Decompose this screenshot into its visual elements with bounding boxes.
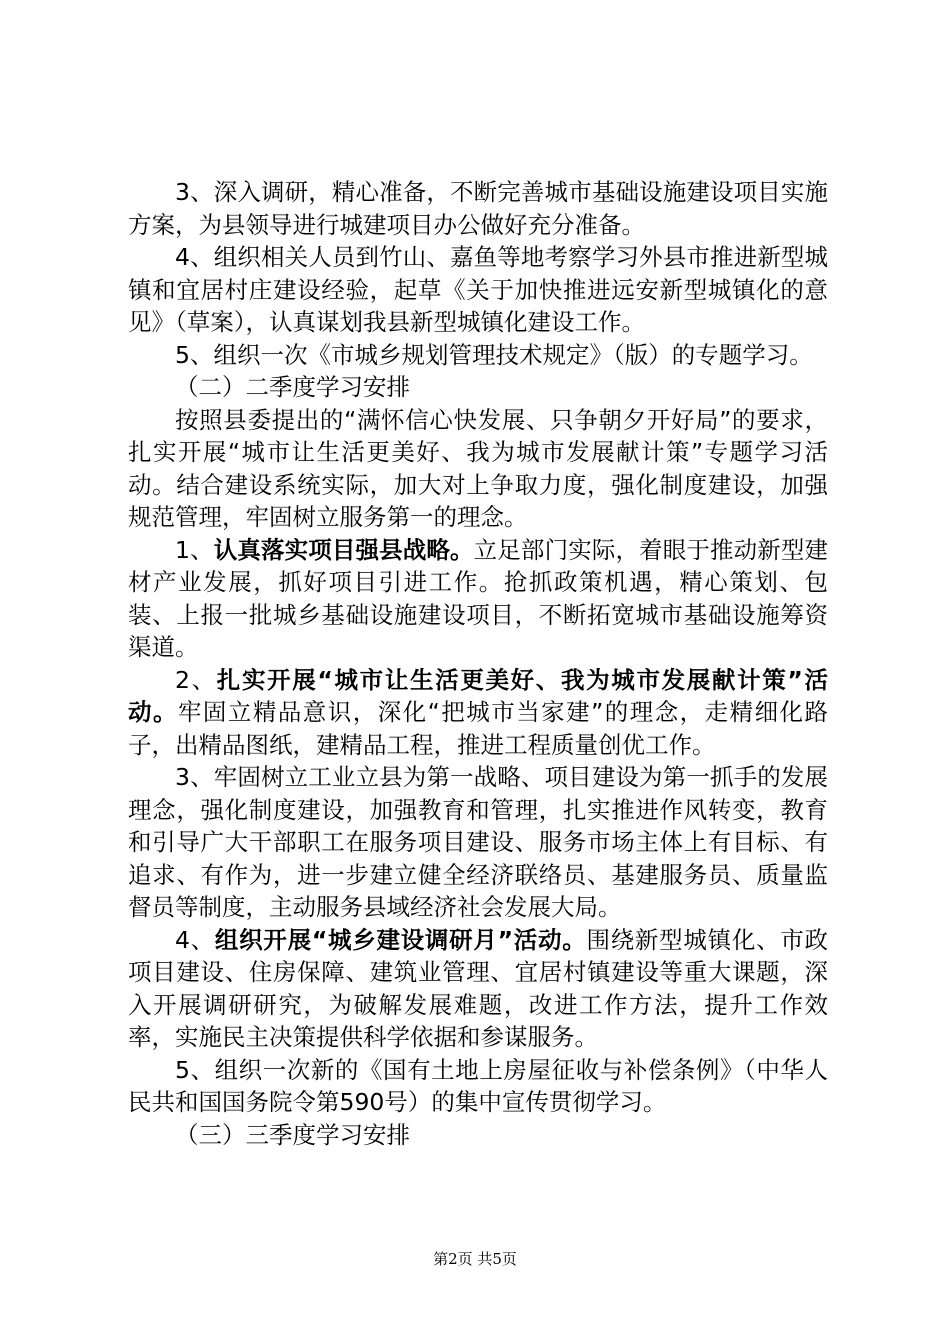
item-body: 立足部门实际，着眼于推动新型建材产业发展，抓好项目引进工作。抢抓政策机遇，精心策划、包装、上报一批城乡基础设施建设项目，不断拓宽城市基础设施筹资渠道。: [128, 535, 829, 661]
item-number: 1、: [175, 535, 214, 564]
item-body: 围绕新型城镇化、市政项目建设、住房保障、建筑业管理、宜居村镇建设等重大课题，深入开展调研研究，为破解发展难题，改进工作方法，提升工作效率，实施民主决策提供科学依据和参谋服务。: [128, 925, 829, 1051]
section-heading-q2: （二）二季度学习安排: [175, 373, 410, 401]
item-body: 牢固立精品意识，深化“把城市当家建”的理念，走精细化路子，出精品图纸，建精品工程，推进工程质量创优工作。: [128, 698, 829, 759]
section-heading-q3: （三）三季度学习安排: [175, 1120, 410, 1149]
paragraph-item-3: 3、深入调研，精心准备，不断完善城市基础设施建设项目实施方案，为县领导进行城建项目办公做好充分准备。: [128, 178, 828, 239]
paragraph-q2-intro: 按照县委提出的“满怀信心快发展、只争朝夕开好局”的要求，扎实开展“城市让生活更美好、我为城市发展献计策”专题学习活动。结合建设系统实际，加大对上争取力度，强化制度建设，加强规范管理，牢固树立服务第一的理念。: [128, 405, 828, 531]
paragraph-q2-item-2: [128, 664, 828, 762]
page-footer: 第2页 共5页: [433, 1250, 517, 1268]
item-number: 2、: [175, 665, 217, 694]
paragraph-q2-item-4: [128, 924, 828, 1054]
paragraph-q2-item-3: 3、牢固树立工业立县为第一战略、项目建设为第一抓手的发展理念，强化制度建设，加强教育和管理，扎实推进作风转变，教育和引导广大干部职工在服务项目建设、服务市场主体上有目标、有追求、有作为，进一步建立健全经济联络员、基建服务员、质量监督员等制度，主动服务县域经济社会发展大局。: [128, 763, 828, 921]
paragraph-q2-item-1: [128, 534, 828, 664]
document-body: [128, 176, 828, 1151]
paragraph-q2-item-5: 5、组织一次新的《国有土地上房屋征收与补偿条例》（中华人民共和国国务院令第590号）的集中宣传贯彻学习。: [128, 1055, 828, 1116]
paragraph-item-4: 4、组织相关人员到竹山、嘉鱼等地考察学习外县市推进新型城镇和宜居村庄建设经验，起草《关于加快推进远安新型城镇化的意见》（草案），认真谋划我县新型城镇化建设工作。: [128, 243, 828, 336]
item-lead: 认真落实项目强县战略。: [213, 535, 474, 564]
item-lead: 扎实开展“城市让生活更美好、我为城市发展献计策”活动。: [128, 665, 829, 726]
item-number: 4、: [175, 925, 215, 954]
item-lead: 组织开展“城乡建设调研月”活动。: [214, 925, 587, 954]
paragraph-item-5: 5、组织一次《市城乡规划管理技术规定》（版）的专题学习。: [175, 340, 813, 369]
